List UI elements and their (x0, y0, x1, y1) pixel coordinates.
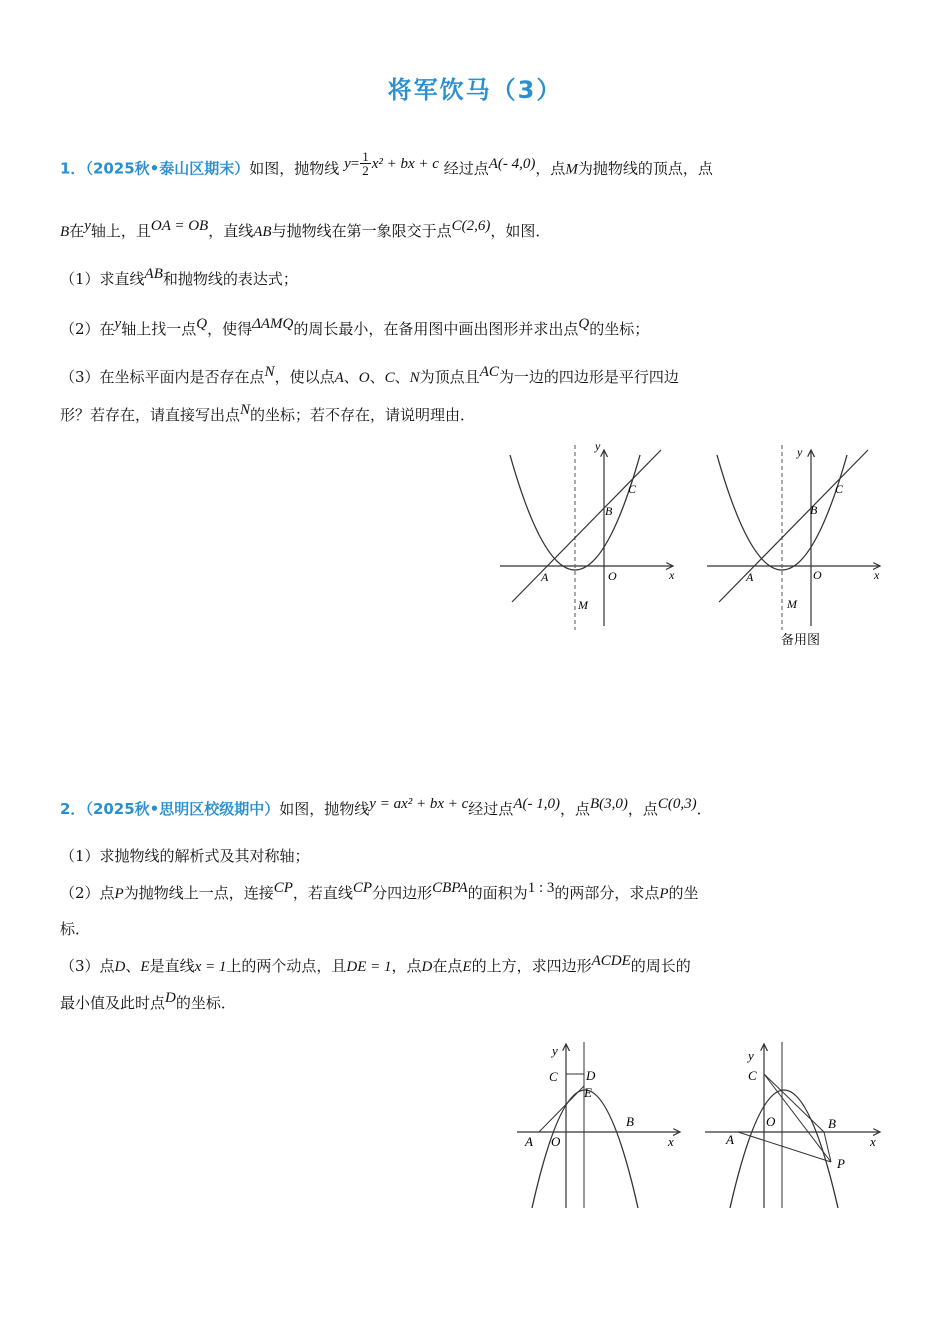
fig1-c-label: C (628, 482, 637, 496)
spare-figure-caption: 备用图 (781, 633, 821, 648)
q2-part-2-cont: 标． (60, 920, 91, 938)
q1-part-3-cont: 形？若存在，请直接写出点N的坐标；若不存在，请说明理由． (60, 402, 476, 424)
q2-figure-left (512, 1040, 692, 1212)
q2-number: 2． (60, 800, 86, 818)
fig4-c-label: C (748, 1068, 757, 1083)
page-title: 将军饮马（3） (387, 76, 563, 104)
q1-number: 1． (60, 159, 86, 178)
q2-part-3-cont: 最小值及此时点D的坐标． (60, 990, 236, 1012)
q1-point-c: C(2,6) (451, 218, 491, 234)
fig2-c-label: C (835, 482, 844, 496)
q1-part-1: （1）求直线AB和抛物线的表达式； (60, 266, 298, 288)
fig2-m-label: M (787, 597, 797, 611)
q1-point-a: A(- 4,0) (488, 155, 536, 172)
fig2-a-label: A (746, 570, 754, 584)
fig4-p-label: P (837, 1156, 845, 1171)
q1-part-3: （3）在坐标平面内是否存在点N，使以点A、O、C、N为顶点且AC为一边的四边形是平行四边 (60, 364, 679, 386)
q1-part-2: （2）在y轴上找一点Q，使得ΔAMQ的周长最小，在备用图中画出图形并求出点Q的坐标； (60, 316, 650, 338)
fig2-x-label: x (874, 568, 880, 582)
fig3-e-label: E (584, 1085, 592, 1100)
fig1-b-label: B (605, 504, 613, 518)
fig3-x-label: x (668, 1134, 674, 1149)
fig3-a-label: A (525, 1134, 533, 1149)
q2-part-3: （3）点D、E是直线x = 1上的两个动点，且DE = 1，点D在点E的上方，求四边形ACDE的周长的 (60, 953, 691, 975)
fig4-y-label: y (748, 1048, 754, 1063)
q1-text: 如图，抛物线 (249, 159, 340, 178)
q2-equation: y = ax² + bx + c (369, 796, 469, 812)
fig1-o-label: O (608, 569, 617, 583)
fig4-o-label: O (766, 1114, 776, 1129)
fig2-o-label: O (813, 568, 822, 582)
fig3-y-label: y (552, 1043, 558, 1058)
fig2-y-label: y (797, 445, 803, 459)
fig4-x-label: x (870, 1134, 876, 1149)
fig1-y-label: y (595, 440, 601, 453)
fig3-d-label: D (586, 1068, 596, 1083)
q1-equation: y= $\frac{1}{2}$ x² + bx + c (344, 149, 439, 178)
fig3-o-label: O (551, 1134, 561, 1149)
q1-source: （2025秋•泰山区期末） (85, 159, 250, 178)
q1-figure-main (495, 440, 685, 640)
q1-line-1: 1．（2025秋•泰山区期末）如图，抛物线 y= $\frac{1}{2}$ x² + bx + c 经过点A(- 4,0)，点M为抛物线的顶点，点 (60, 149, 713, 178)
q2-figure-right (700, 1040, 890, 1212)
q1-figure-spare (702, 440, 892, 655)
fig1-a-label: A (541, 570, 549, 584)
fig1-x-label: x (669, 568, 675, 582)
q2-part-1: （1）求抛物线的解析式及其对称轴； (60, 847, 310, 865)
q2-part-2: （2）点P为抛物线上一点，连接CP，若直线CP分四边形CBPA的面积为1 : 3的两部分，求点P的坐 (60, 880, 699, 902)
fig4-a-label: A (726, 1132, 734, 1147)
fig1-m-label: M (578, 598, 588, 612)
q2-line-1: 2．（2025秋•思明区校级期中）如图，抛物线y = ax² + bx + c经过点A(- 1,0)，点B(3,0)，点C(0,3)． (60, 796, 712, 818)
fig3-b-label: B (626, 1114, 634, 1129)
q2-source: （2025秋•思明区校级期中） (85, 800, 280, 818)
fig3-c-label: C (549, 1069, 558, 1084)
fig4-b-label: B (828, 1116, 836, 1131)
q1-line-2: B在y轴上，且OA = OB，直线AB与抛物线在第一象限交于点C(2,6)，如图． (60, 218, 551, 240)
fig2-b-label: B (810, 503, 818, 517)
